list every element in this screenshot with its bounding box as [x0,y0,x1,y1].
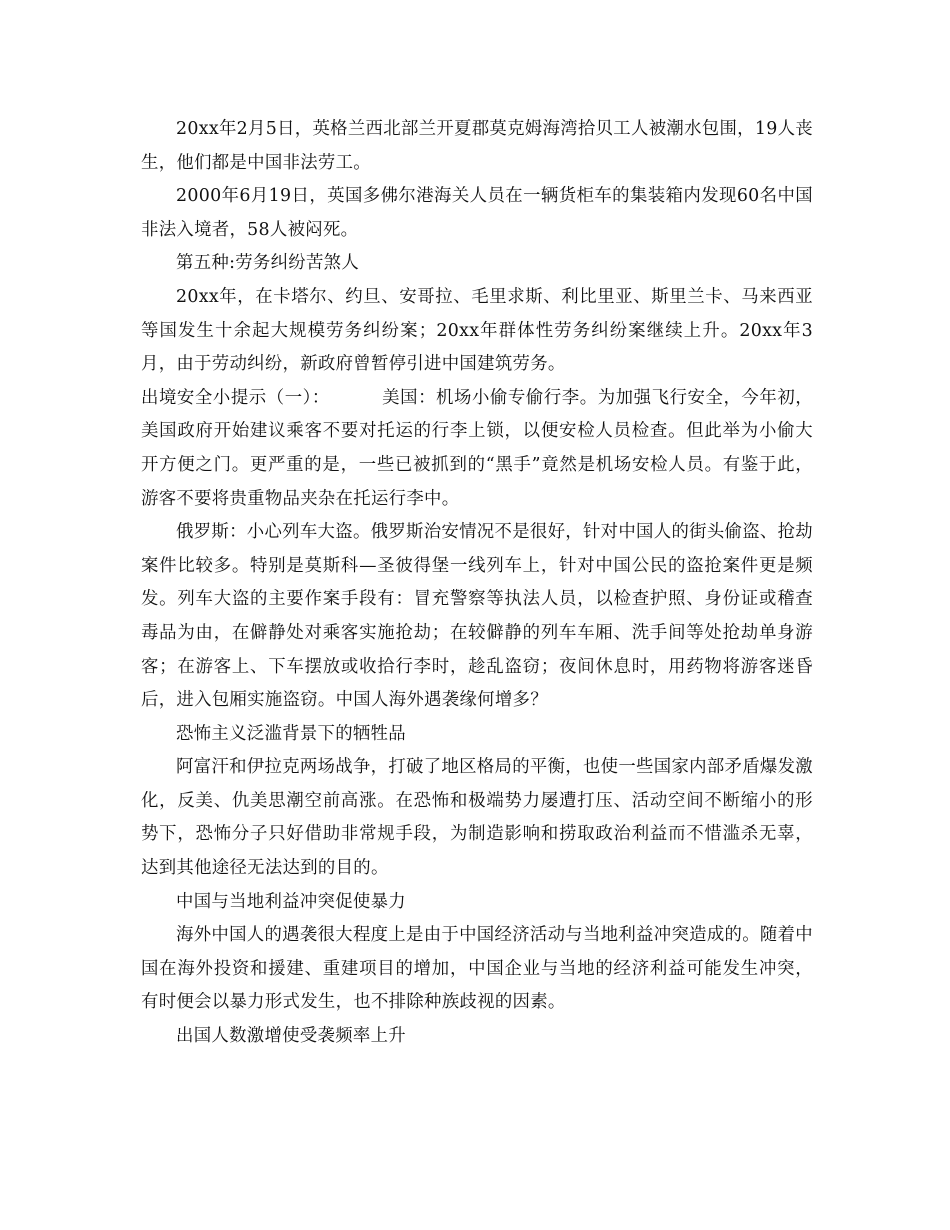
paragraph-safety-tip-usa [141,382,813,516]
paragraph-interest-conflict: 海外中国人的遇袭很大程度上是由于中国经济活动与当地利益冲突造成的。随着中国在海外投资和援建、重建项目的增加，中国企业与当地的经济利益可能发生冲突，有时便会以暴力形式发生，也不排除种族歧视的因素。 [141,925,813,1013]
document-body [141,113,813,1054]
paragraph-morecambe-bay: 20xx年2月5日，英格兰西北部兰开夏郡莫克姆海湾拾贝工人被潮水包围，19人丧生，他们都是中国非法劳工。 [141,119,813,173]
heading-outbound-increase: 出国人数激增使受袭频率上升 [176,1026,406,1047]
heading-terrorism: 恐怖主义泛滥背景下的牺牲品 [176,723,406,744]
safety-tip-usa-text: 美国：机场小偷专偷行李。为加强飞行安全，今年初，美国政府开始建议乘客不要对托运的行李上锁，以便安检人员检查。但此举为小偷大开方便之门。更严重的是，一些已被抓到的“黑手”竟然是机场安检人员。有鉴于此，游客不要将贵重物品夹杂在托运行李中。 [141,387,813,509]
paragraph-dover-port: 2000年6月19日，英国多佛尔港海关人员在一辆货柜车的集装箱内发现60名中国非法入境者，58人被闷死。 [141,186,813,240]
paragraph-russia-train: 俄罗斯：小心列车大盗。俄罗斯治安情况不是很好，针对中国人的街头偷盗、抢劫案件比较多。特别是莫斯科—圣彼得堡一线列车上，针对中国公民的盗抢案件更是频发。列车大盗的主要作案手段有：冒充警察等执法人员，以检查护照、身份证或稽查毒品为由，在僻静处对乘客实施抢劫；在较僻静的列车车厢、洗手间等处抢劫单身游客；在游客上、下车摆放或收拾行李时，趁乱盗窃；夜间休息时，用药物将游客迷昏后，进入包厢实施盗窃。中国人海外遇袭缘何增多？ [141,522,813,711]
heading-interest-conflict: 中国与当地利益冲突促使暴力 [176,891,406,912]
safety-tip-label: 出境安全小提示（一）： [141,387,330,408]
paragraph-terrorism: 阿富汗和伊拉克两场战争，打破了地区格局的平衡，也使一些国家内部矛盾爆发激化，反美、仇美思潮空前高涨。在恐怖和极端势力屡遭打压、活动空间不断缩小的形势下，恐怖分子只好借助非常规手段，为制造影响和捞取政治利益而不惜滥杀无辜，达到其他途径无法达到的目的。 [141,757,813,879]
paragraph-labor-disputes: 20xx年，在卡塔尔、约旦、安哥拉、毛里求斯、利比里亚、斯里兰卡、马来西亚等国发生十余起大规模劳务纠纷案；20xx年群体性劳务纠纷案继续上升。20xx年3月，由于劳动纠纷，新政府曾暂停引进中国建筑劳务。 [141,286,813,375]
heading-labor-disputes: 第五种:劳务纠纷苦煞人 [176,253,360,274]
